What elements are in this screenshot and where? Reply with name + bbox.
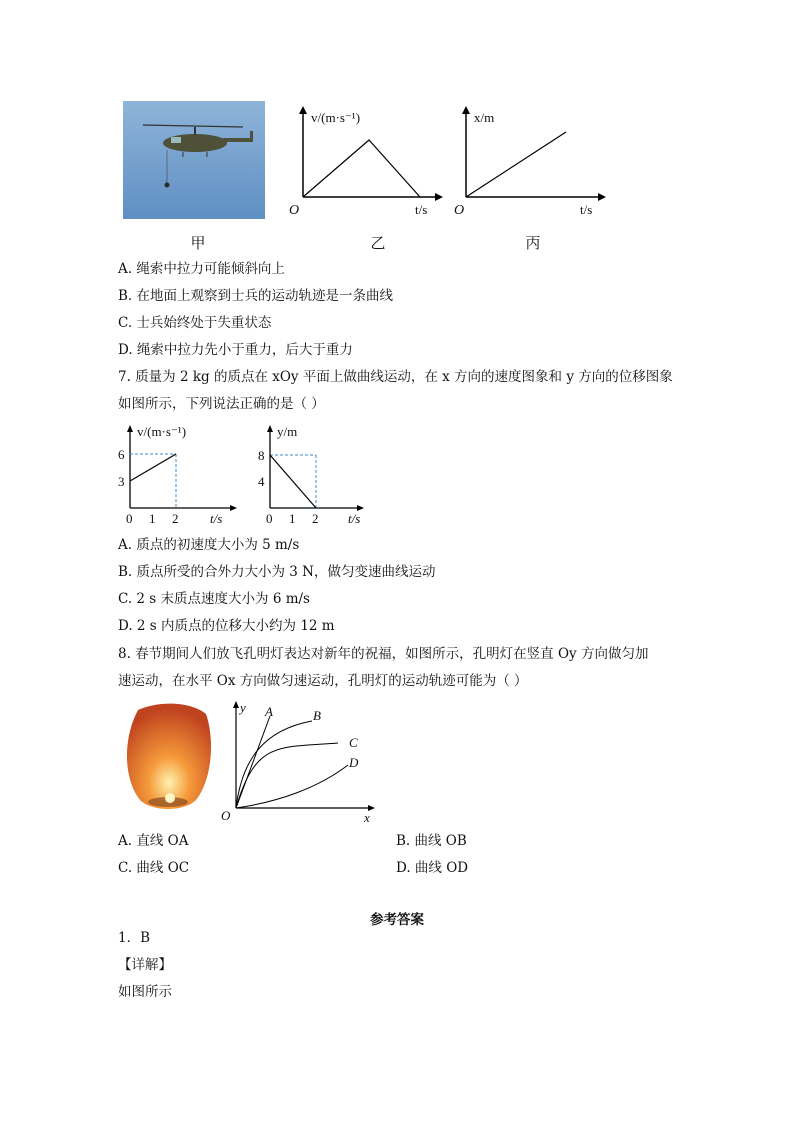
q7-option-b: B. 质点所受的合外力大小为 3 N，做匀变速曲线运动	[118, 564, 436, 580]
q6-option-d: D. 绳索中拉力先小于重力，后大于重力	[118, 342, 353, 358]
y-tick-3: 3	[118, 474, 125, 489]
x-tick-2: 2	[172, 511, 179, 526]
y-tick-8: 8	[258, 448, 265, 463]
answer-detail-heading: 【详解】	[118, 957, 172, 973]
q7-stem-line2: 如图所示，下列说法正确的是（ ）	[118, 396, 325, 412]
x-axis-label: t/s	[580, 202, 593, 217]
q6-option-b: B. 在地面上观察到士兵的运动轨迹是一条曲线	[118, 288, 394, 304]
curve-label-a: A	[265, 704, 273, 719]
q6-option-c: C. 士兵始终处于失重状态	[118, 315, 272, 331]
y-axis-label: y/m	[277, 424, 298, 439]
sky-lantern-photo	[120, 700, 215, 820]
q7-stem-line1: 7. 质量为 2 kg 的质点在 xOy 平面上做曲线运动，在 x 方向的速度图象和 y 方向的位移图象	[118, 369, 673, 385]
origin-label: O	[289, 203, 300, 218]
q8-option-d: D. 曲线 OD	[396, 860, 469, 876]
graph-displacement-time	[452, 100, 612, 220]
q7-option-a: A. 质点的初速度大小为 5 m/s	[118, 537, 300, 553]
x-axis-label: x	[364, 810, 370, 825]
q8-option-b: B. 曲线 OB	[396, 833, 467, 849]
y-axis-label: y	[240, 700, 246, 715]
caption-jia: 甲	[190, 234, 206, 252]
curve-label-c: C	[349, 735, 358, 750]
answer-text: 如图所示	[118, 984, 172, 1000]
helicopter-photo	[123, 101, 265, 219]
q8-option-a: A. 直线 OA	[118, 833, 189, 849]
answers-heading: 参考答案	[370, 912, 424, 928]
q7-option-d: D. 2 s 内质点的位移大小约为 12 m	[118, 618, 335, 634]
x-axis-label: t/s	[415, 202, 428, 217]
curve-label-b: B	[313, 708, 321, 723]
q6-option-a: A. 绳索中拉力可能倾斜向上	[118, 261, 285, 277]
x-tick-0: 0	[126, 511, 133, 526]
y-axis-label: v/(m·s⁻¹)	[311, 110, 361, 125]
origin-label: O	[221, 808, 231, 823]
q8-stem-line2: 速运动，在水平 Ox 方向做匀速运动，孔明灯的运动轨迹可能为（ ）	[118, 673, 528, 689]
caption-yi: 乙	[370, 234, 386, 252]
answer-item-1: 1．B	[118, 930, 151, 946]
q7-option-c: C. 2 s 末质点速度大小为 6 m/s	[118, 591, 310, 607]
x-tick-0: 0	[266, 511, 273, 526]
graph-velocity-time	[285, 100, 445, 220]
q7-displacement-graph	[252, 422, 382, 530]
x-axis-label: t/s	[210, 511, 223, 526]
x-axis-label: t/s	[348, 511, 361, 526]
y-axis-label: x/m	[474, 110, 495, 125]
q7-velocity-graph	[112, 422, 242, 530]
y-axis-label: v/(m·s⁻¹)	[137, 424, 187, 439]
origin-label: O	[454, 203, 465, 218]
q8-option-c: C. 曲线 OC	[118, 860, 190, 876]
q8-stem-line1: 8. 春节期间人们放飞孔明灯表达对新年的祝福，如图所示，孔明灯在竖直 Oy 方向做匀加	[118, 646, 649, 662]
y-tick-4: 4	[258, 474, 265, 489]
q8-trajectory-graph	[218, 700, 378, 825]
caption-bing: 丙	[525, 234, 541, 252]
x-tick-1: 1	[149, 511, 156, 526]
y-tick-6: 6	[118, 447, 125, 462]
x-tick-2: 2	[312, 511, 319, 526]
curve-label-d: D	[349, 755, 359, 770]
x-tick-1: 1	[289, 511, 296, 526]
